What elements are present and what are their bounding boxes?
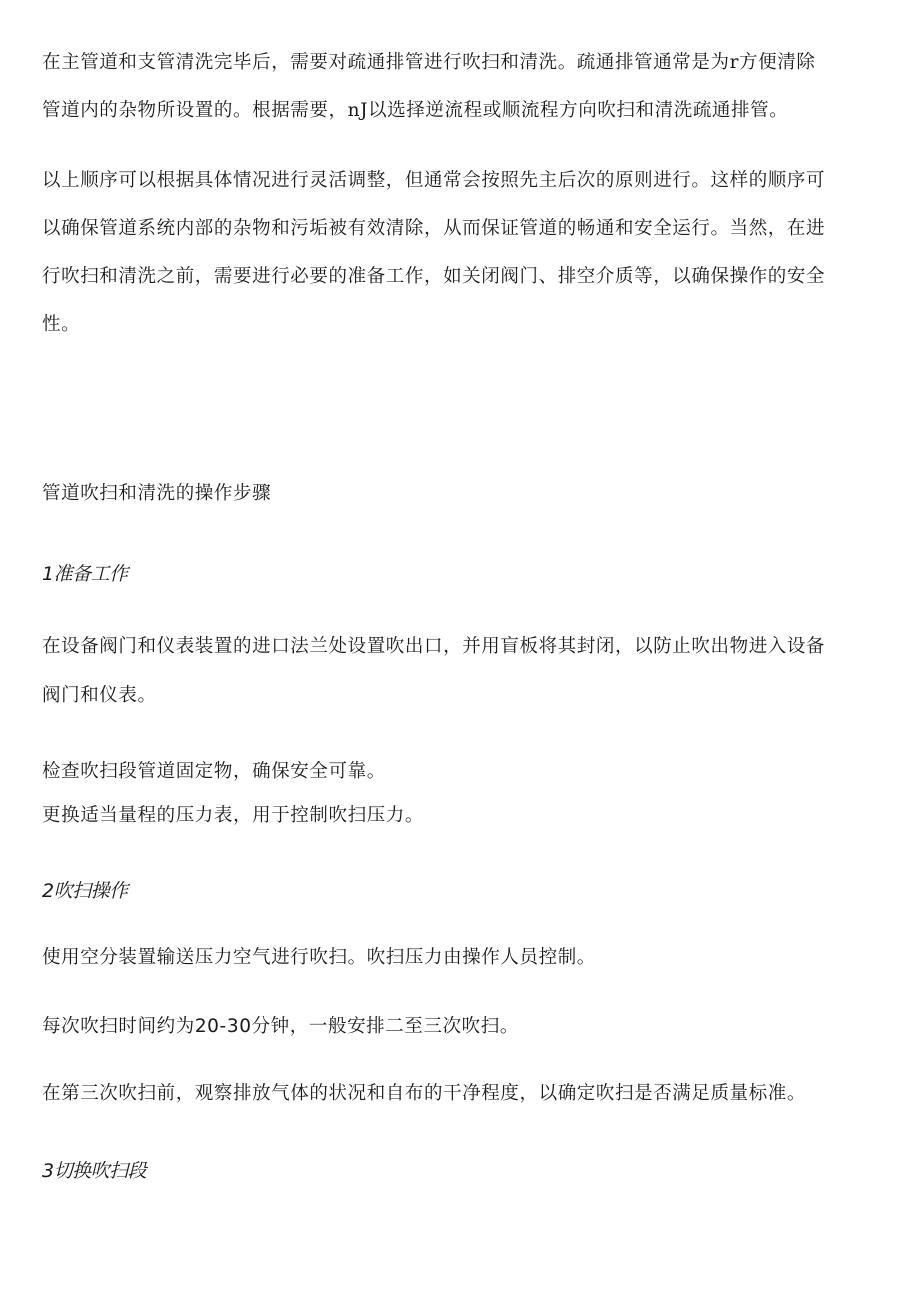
paragraph-line: 在设备阀门和仪表装置的进口法兰处设置吹出口，并用盲板将其封闭，以防止吹出物进入设备 <box>42 636 826 657</box>
step-heading: 2吹扫操作 <box>42 880 128 902</box>
paragraph-line: 行吹扫和清洗之前，需要进行必要的准备工作，如关闭阀门、排空介质等，以确保操作的安全 <box>42 266 826 287</box>
paragraph-line: 使用空分装置输送压力空气进行吹扫。吹扫压力由操作人员控制。 <box>42 947 596 968</box>
paragraph-line: 在主管道和支管清洗完毕后，需要对疏通排管进行吹扫和清洗。疏通排管通常是为r方便清除 <box>42 52 816 73</box>
paragraph-line: 性。 <box>42 314 81 335</box>
paragraph-line: 检查吹扫段管道固定物，确保安全可靠。 <box>42 761 386 782</box>
section-title: 管道吹扫和清洗的操作步骤 <box>42 483 272 504</box>
paragraph-line: 在第三次吹扫前，观察排放气体的状况和自布的干净程度，以确定吹扫是否满足质量标准。 <box>42 1083 807 1104</box>
paragraph-line: 以确保管道系统内部的杂物和污垢被有效清除，从而保证管道的畅通和安全运行。当然，在进 <box>42 218 826 239</box>
step-heading: 3切换吹扫段 <box>42 1160 147 1182</box>
text-run: 每次吹扫时间约为 <box>42 1016 195 1037</box>
paragraph-line <box>42 1012 868 1038</box>
duration-range: 20-30 <box>194 1016 252 1037</box>
paragraph-line: 管道内的杂物所设置的。根据需要，nJ以选择逆流程或顺流程方向吹扫和清洗疏通排管。 <box>42 100 789 121</box>
step-heading: 1准备工作 <box>42 563 128 585</box>
paragraph-line: 阀门和仪表。 <box>42 685 157 706</box>
text-run: 分钟，一般安排二至三次吹扫。 <box>251 1016 519 1037</box>
paragraph-line: 更换适当量程的压力表，用于控制吹扫压力。 <box>42 805 425 826</box>
paragraph-line: 以上顺序可以根据具体情况进行灵活调整，但通常会按照先主后次的原则进行。这样的顺序可 <box>42 170 826 191</box>
